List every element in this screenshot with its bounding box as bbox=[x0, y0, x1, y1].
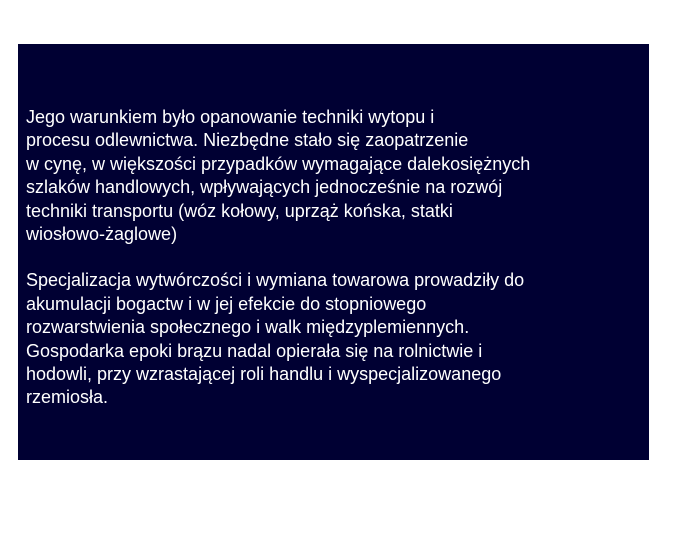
slide-panel bbox=[18, 44, 649, 460]
paragraph-bronze-metallurgy: Jego warunkiem było opanowanie techniki wytopu i procesu odlewnictwa. Niezbędne stało się zaopatrzenie w cynę, w większości przypadków wymagające dalekosiężnych szlaków handlowych, wpływających jednocześnie na rozwój techniki transportu (wóz kołowy, uprząż końska, statki wiosłowo-żaglowe) bbox=[26, 107, 531, 245]
paragraph-bronze-economy: Specjalizacja wytwórczości i wymiana towarowa prowadziły do akumulacji bogactw i w jej efekcie do stopniowego rozwarstwienia społecznego i walk międzyplemiennych. Gospodarka epoki brązu nadal opierała się na rolnictwie i hodowli, przy wzrastającej roli handlu i wyspecjalizowanego rzemiosła. bbox=[26, 270, 525, 408]
